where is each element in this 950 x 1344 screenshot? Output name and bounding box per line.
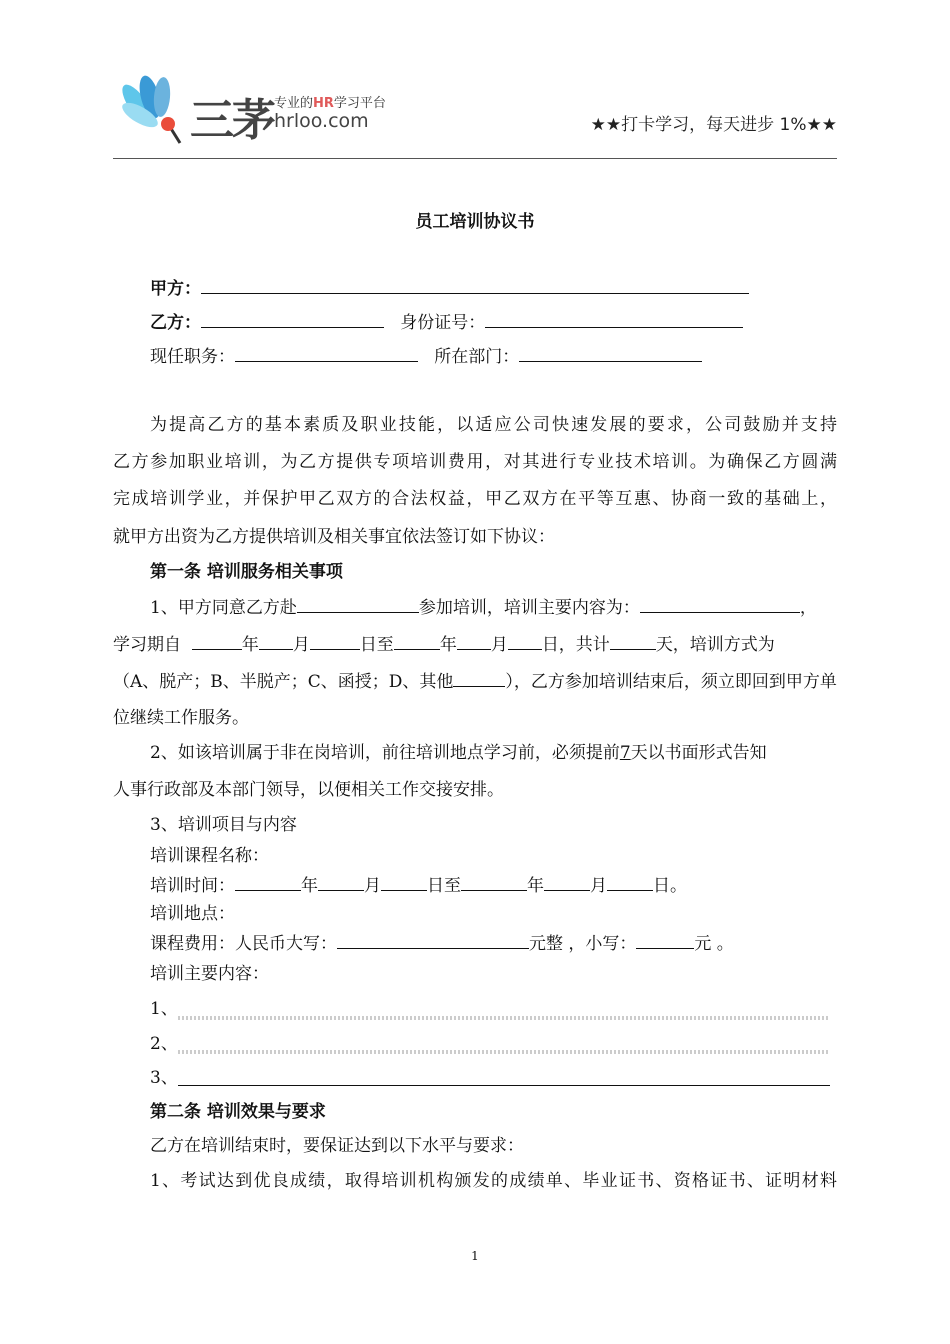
text: 月 bbox=[490, 635, 508, 655]
content-item-1-field[interactable] bbox=[178, 1016, 830, 1020]
text: 月 bbox=[364, 876, 381, 896]
article1-p3-heading: 3、培训项目与内容 bbox=[150, 815, 297, 835]
time-start-year-field[interactable] bbox=[235, 874, 301, 891]
party-b-label: 乙方： bbox=[150, 313, 201, 333]
tagline-hr: HR bbox=[313, 96, 334, 111]
content-item-2-field[interactable] bbox=[178, 1050, 830, 1054]
content-item-3: 3、 bbox=[150, 1068, 178, 1088]
id-no-label: 身份证号： bbox=[400, 313, 486, 333]
text: 年 bbox=[439, 635, 457, 655]
text: 日，共计 bbox=[541, 635, 610, 655]
tagline-pre: 专业的 bbox=[274, 96, 314, 111]
content-item-1: 1、 bbox=[150, 999, 178, 1019]
position-label: 现任职务： bbox=[150, 347, 235, 367]
party-a-line bbox=[150, 277, 837, 300]
text: 1、甲方同意乙方赴 bbox=[150, 598, 297, 618]
text: 天，培训方式为 bbox=[655, 635, 775, 655]
article1-p1-line: 位继续工作服务。 bbox=[113, 708, 249, 728]
position-line bbox=[150, 345, 837, 368]
logo-url: hrloo.com bbox=[274, 110, 369, 132]
notice-days: 7 bbox=[619, 743, 631, 763]
text: 年 bbox=[241, 635, 259, 655]
text: 2、如该培训属于非在岗培训，前往培训地点学习前，必须提前 bbox=[150, 743, 620, 763]
fee-uppercase-field[interactable] bbox=[337, 932, 529, 949]
party-a-field[interactable] bbox=[201, 277, 749, 294]
other-method-field[interactable] bbox=[453, 670, 505, 687]
party-a-label: 甲方： bbox=[150, 279, 201, 299]
time-end-month-field[interactable] bbox=[544, 874, 590, 891]
text: 天以书面形式告知 bbox=[630, 743, 767, 763]
content-item-2: 2、 bbox=[150, 1034, 178, 1054]
header-slogan: ★★打卡学习，每天进步 1%★★ bbox=[590, 115, 837, 135]
party-b-field[interactable] bbox=[201, 311, 384, 328]
text: 日。 bbox=[653, 876, 687, 896]
logo-text: 三茅 bbox=[190, 95, 274, 146]
text: 学习期自 bbox=[113, 635, 187, 655]
end-month-field[interactable] bbox=[457, 633, 491, 650]
time-end-day-field[interactable] bbox=[607, 874, 653, 891]
text: 月 bbox=[292, 635, 310, 655]
time-end-year-field[interactable] bbox=[461, 874, 527, 891]
total-days-field[interactable] bbox=[610, 633, 656, 650]
training-content-field[interactable] bbox=[640, 596, 800, 613]
intro-line: 为提高乙方的基本素质及职业技能，以适应公司快速发展的要求，公司鼓励并支持 bbox=[150, 415, 837, 435]
intro-line: 乙方参加职业培训，为乙方提供专项培训费用，对其进行专业技术培训。为确保乙方圆满 bbox=[113, 452, 837, 472]
text: 年 bbox=[527, 876, 544, 896]
start-day-field[interactable] bbox=[310, 633, 360, 650]
training-time-line bbox=[150, 874, 837, 897]
start-month-field[interactable] bbox=[259, 633, 293, 650]
content-item-3-field[interactable] bbox=[178, 1085, 830, 1086]
text: 元整 ，小写： bbox=[529, 934, 637, 954]
dragonfly-logo-icon bbox=[120, 75, 190, 147]
text: ， bbox=[799, 598, 817, 618]
training-location-field[interactable] bbox=[297, 596, 419, 613]
department-field[interactable] bbox=[519, 345, 702, 362]
text: 课程费用：人民币大写： bbox=[150, 934, 337, 954]
page-number: 1 bbox=[471, 1249, 479, 1263]
text: 日至 bbox=[427, 876, 461, 896]
intro-line: 完成培训学业，并保护甲乙双方的合法权益，甲乙双方在平等互惠、协商一致的基础上， bbox=[113, 489, 837, 509]
article1-p1-line bbox=[113, 670, 837, 693]
fee-number-field[interactable] bbox=[636, 932, 694, 949]
tagline-post: 学习平台 bbox=[333, 96, 386, 111]
course-name-label: 培训课程名称： bbox=[150, 846, 269, 866]
logo-tagline bbox=[274, 92, 386, 111]
end-day-field[interactable] bbox=[508, 633, 542, 650]
end-year-field[interactable] bbox=[394, 633, 440, 650]
header-divider bbox=[113, 158, 837, 159]
training-place-label: 培训地点： bbox=[150, 904, 235, 924]
text: 月 bbox=[590, 876, 607, 896]
article2-intro: 乙方在培训结束时，要保证达到以下水平与要求： bbox=[150, 1136, 524, 1156]
text: 元 。 bbox=[694, 934, 734, 954]
article1-heading: 第一条 培训服务相关事项 bbox=[150, 562, 343, 582]
article1-p2-line: 人事行政部及本部门领导，以便相关工作交接安排。 bbox=[113, 780, 504, 800]
position-field[interactable] bbox=[235, 345, 418, 362]
text: 培训时间： bbox=[150, 876, 235, 896]
time-start-day-field[interactable] bbox=[381, 874, 427, 891]
department-label: 所在部门： bbox=[434, 347, 520, 367]
article1-p1-line bbox=[150, 596, 837, 619]
article1-p2-line bbox=[150, 742, 837, 764]
text: （A、脱产；B、半脱产；C、函授；D、其他 bbox=[113, 672, 454, 692]
article2-heading: 第二条 培训效果与要求 bbox=[150, 1102, 326, 1122]
document-title: 员工培训协议书 bbox=[415, 212, 535, 232]
start-year-field[interactable] bbox=[192, 633, 242, 650]
text: 参加培训，培训主要内容为： bbox=[418, 598, 640, 618]
article1-p1-line bbox=[113, 633, 837, 656]
course-fee-line bbox=[150, 932, 837, 955]
text: ），乙方参加培训结束后，须立即回到甲方单 bbox=[505, 672, 837, 692]
party-b-line bbox=[150, 311, 837, 334]
text: 年 bbox=[301, 876, 318, 896]
article2-p1: 1、考试达到优良成绩，取得培训机构颁发的成绩单、毕业证书、资格证书、证明材料 bbox=[150, 1171, 837, 1191]
training-content-label: 培训主要内容： bbox=[150, 964, 269, 984]
intro-line: 就甲方出资为乙方提供培训及相关事宜依法签订如下协议： bbox=[113, 527, 555, 547]
time-start-month-field[interactable] bbox=[318, 874, 364, 891]
id-no-field[interactable] bbox=[485, 311, 743, 328]
text: 日至 bbox=[359, 635, 394, 655]
